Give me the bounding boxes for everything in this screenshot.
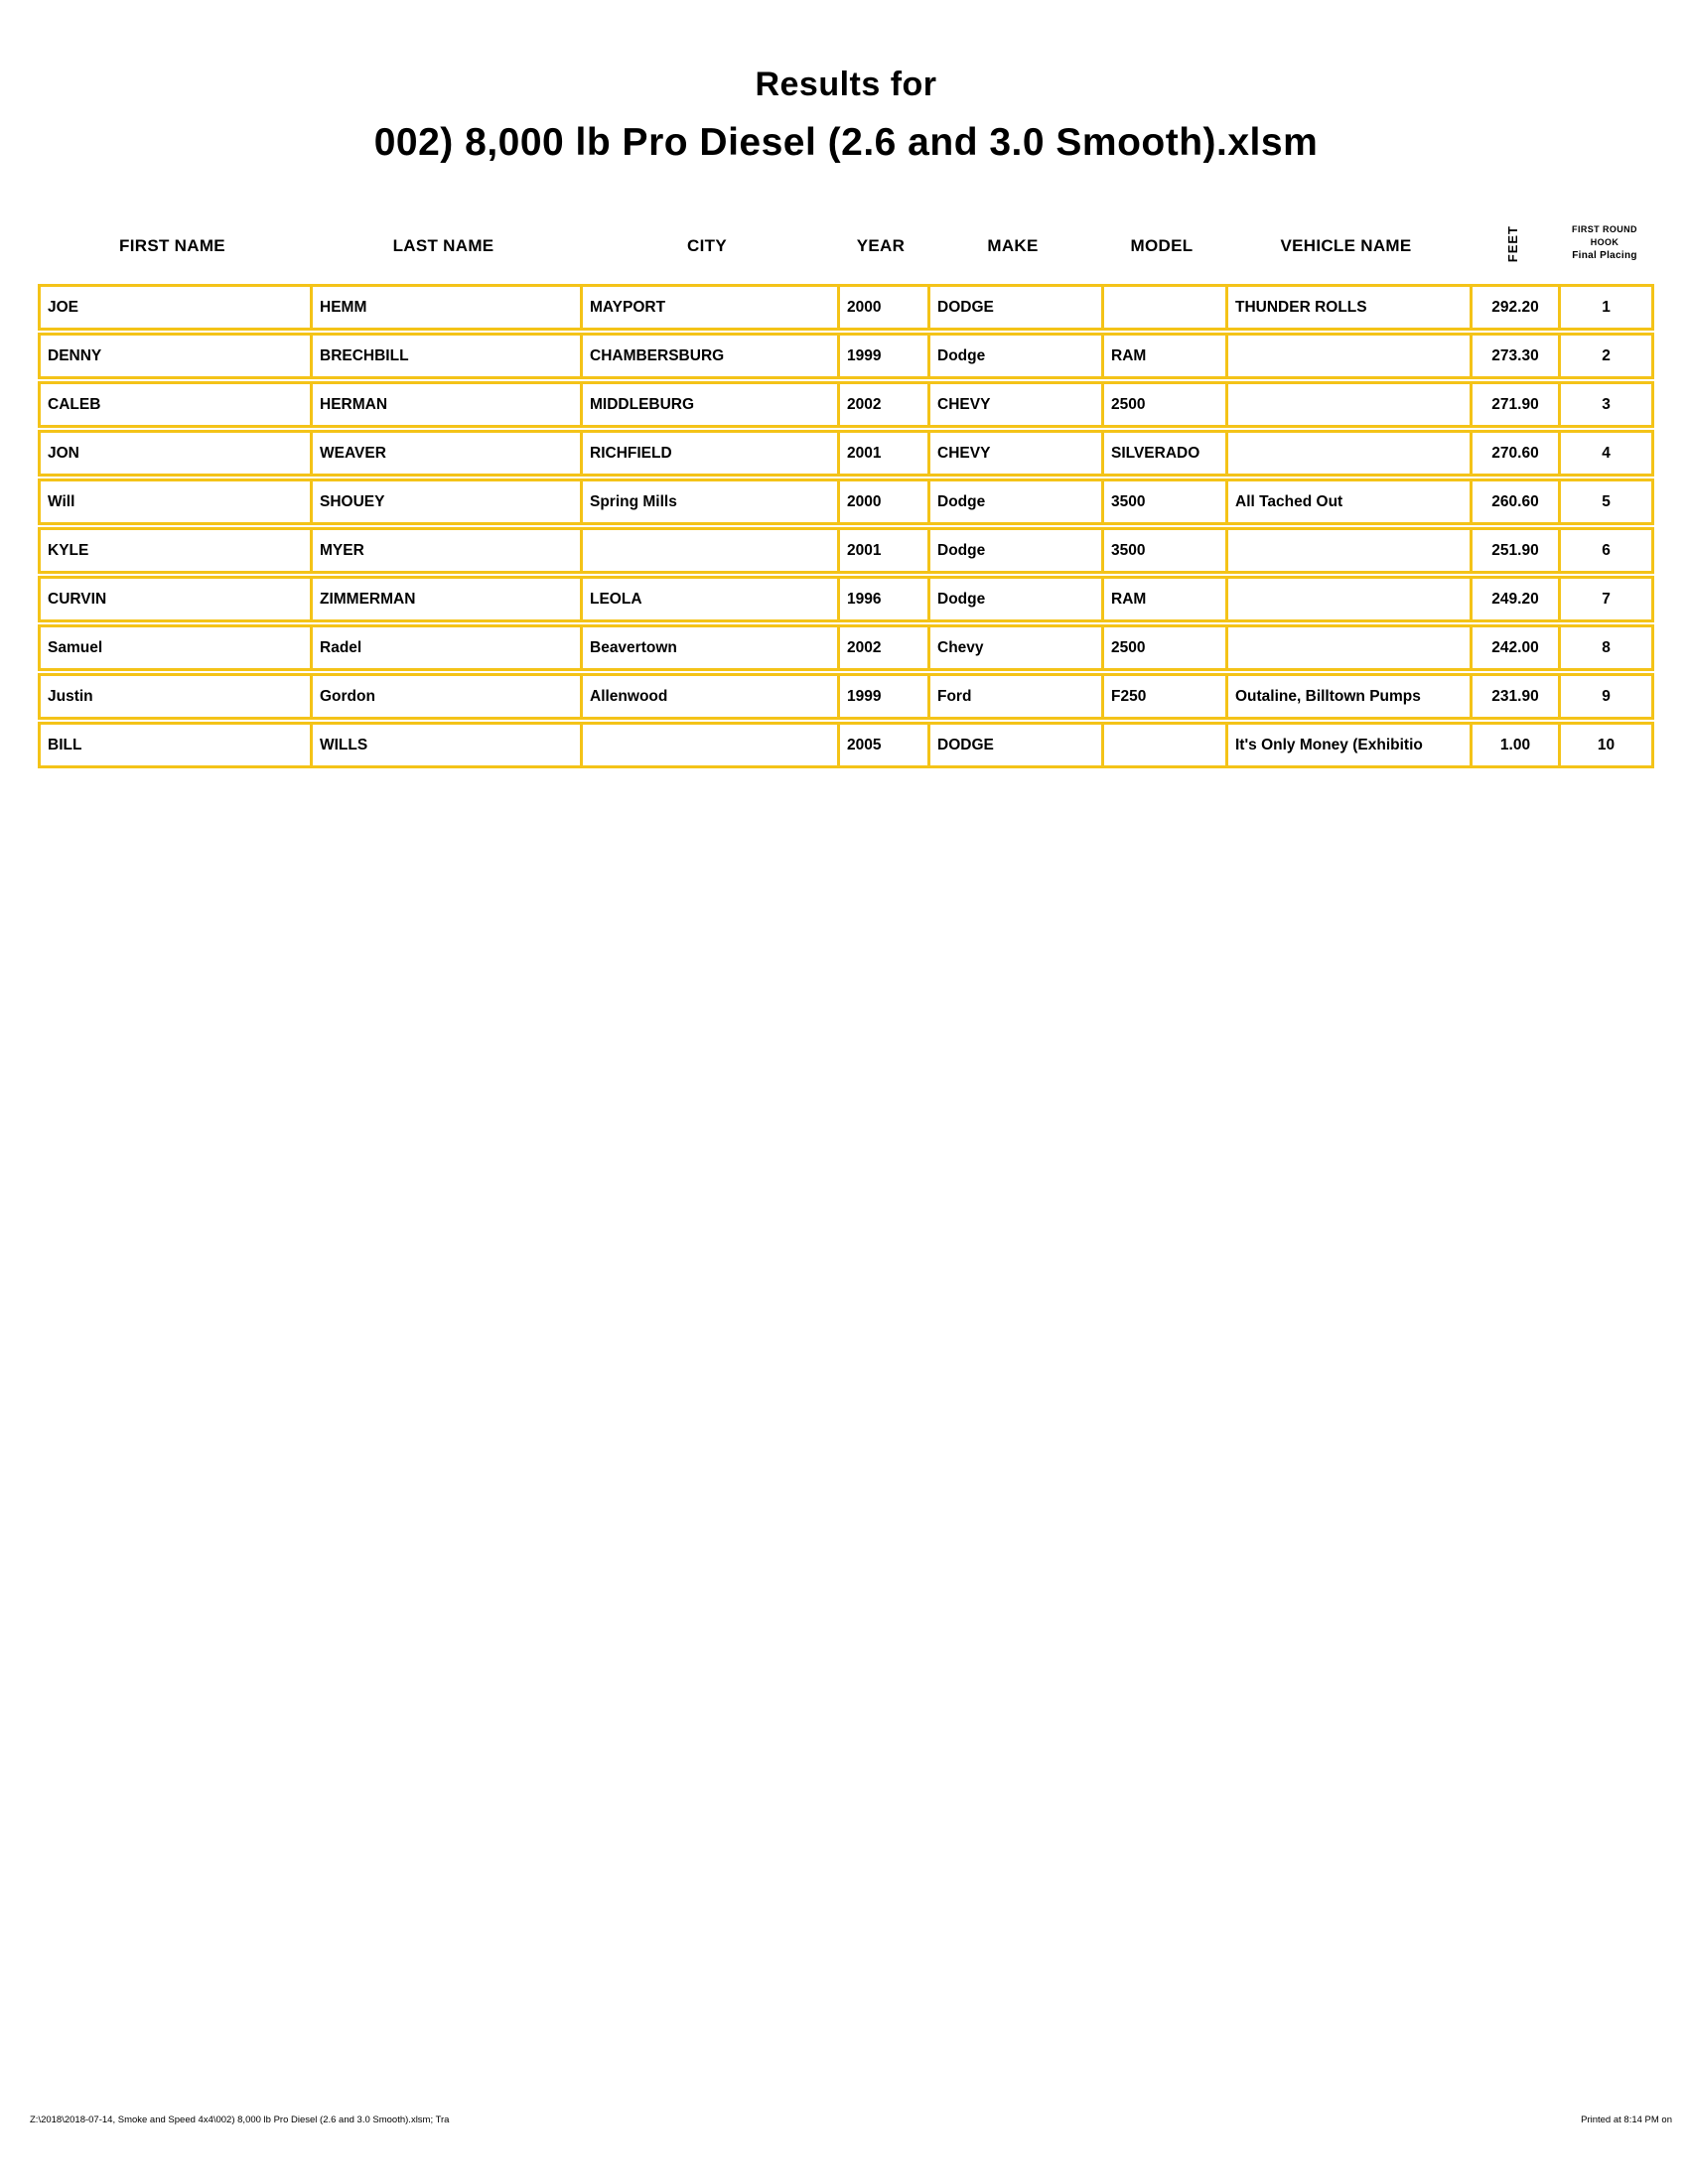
cell-year: 2002 bbox=[840, 384, 930, 425]
cell-make: CHEVY bbox=[930, 433, 1104, 474]
cell-feet: 292.20 bbox=[1473, 287, 1561, 328]
cell-feet: 1.00 bbox=[1473, 725, 1561, 765]
cell-year: 1996 bbox=[840, 579, 930, 619]
column-header-city: CITY bbox=[687, 236, 727, 255]
cell-last: Radel bbox=[313, 627, 583, 668]
cell-placing: 5 bbox=[1602, 493, 1611, 510]
cell-year: 2000 bbox=[840, 481, 930, 522]
cell-last: HERMAN bbox=[313, 384, 583, 425]
cell-first: Justin bbox=[41, 676, 313, 717]
cell-city: MAYPORT bbox=[583, 287, 840, 328]
cell-year: 1999 bbox=[840, 676, 930, 717]
cell-feet: 242.00 bbox=[1473, 627, 1561, 668]
cell-year: 2001 bbox=[840, 530, 930, 571]
cell-last: BRECHBILL bbox=[313, 336, 583, 376]
cell-placing: 1 bbox=[1602, 299, 1611, 316]
cell-feet: 271.90 bbox=[1473, 384, 1561, 425]
column-header-model: MODEL bbox=[1130, 236, 1194, 255]
cell-last: Gordon bbox=[313, 676, 583, 717]
cell-first: KYLE bbox=[41, 530, 313, 571]
page-title-line2: 002) 8,000 lb Pro Diesel (2.6 and 3.0 Smooth).xlsm bbox=[373, 121, 1319, 164]
cell-model: F250 bbox=[1104, 676, 1228, 717]
cell-city bbox=[583, 530, 840, 571]
cell-placing: 2 bbox=[1602, 347, 1611, 364]
cell-make: Dodge bbox=[930, 336, 1104, 376]
column-header-first-name: FIRST NAME bbox=[119, 236, 225, 255]
cell-vehicle bbox=[1228, 530, 1473, 571]
cell-last: MYER bbox=[313, 530, 583, 571]
cell-vehicle: All Tached Out bbox=[1228, 481, 1473, 522]
cell-first: BILL bbox=[41, 725, 313, 765]
cell-model: 2500 bbox=[1104, 384, 1228, 425]
cell-vehicle bbox=[1228, 579, 1473, 619]
table-row bbox=[38, 527, 1654, 574]
cell-model: RAM bbox=[1104, 579, 1228, 619]
column-header-last-name: LAST NAME bbox=[392, 236, 494, 255]
cell-placing: 8 bbox=[1602, 639, 1611, 656]
cell-placing: 7 bbox=[1602, 591, 1611, 608]
cell-last: HEMM bbox=[313, 287, 583, 328]
footer-printed-at: Printed at 8:14 PM on bbox=[1581, 2115, 1672, 2125]
cell-make: Dodge bbox=[930, 579, 1104, 619]
cell-model: SILVERADO bbox=[1104, 433, 1228, 474]
cell-feet: 231.90 bbox=[1473, 676, 1561, 717]
cell-city: Spring Mills bbox=[583, 481, 840, 522]
cell-make: DODGE bbox=[930, 287, 1104, 328]
cell-vehicle bbox=[1228, 627, 1473, 668]
cell-year: 2000 bbox=[840, 287, 930, 328]
table-row bbox=[38, 576, 1654, 622]
cell-model: 3500 bbox=[1104, 530, 1228, 571]
hook-header-line2: HOOK bbox=[1590, 237, 1619, 247]
table-row bbox=[38, 624, 1654, 671]
cell-last: ZIMMERMAN bbox=[313, 579, 583, 619]
results-table-body bbox=[38, 284, 1654, 770]
cell-first: Samuel bbox=[41, 627, 313, 668]
column-header-first-round-hook bbox=[1558, 199, 1654, 266]
cell-city bbox=[583, 725, 840, 765]
cell-make: Dodge bbox=[930, 481, 1104, 522]
cell-last: WILLS bbox=[313, 725, 583, 765]
cell-last: WEAVER bbox=[313, 433, 583, 474]
cell-model: 3500 bbox=[1104, 481, 1228, 522]
cell-feet: 270.60 bbox=[1473, 433, 1561, 474]
column-header-vehicle-name: VEHICLE NAME bbox=[1280, 236, 1412, 255]
cell-city: Beavertown bbox=[583, 627, 840, 668]
cell-last: SHOUEY bbox=[313, 481, 583, 522]
results-table-header bbox=[38, 199, 1654, 266]
cell-first: JOE bbox=[41, 287, 313, 328]
column-header-feet bbox=[1470, 199, 1558, 266]
cell-vehicle: THUNDER ROLLS bbox=[1228, 287, 1473, 328]
table-row bbox=[38, 673, 1654, 720]
cell-vehicle bbox=[1228, 433, 1473, 474]
hook-header-line1: FIRST ROUND bbox=[1572, 224, 1637, 234]
cell-first: CURVIN bbox=[41, 579, 313, 619]
table-row bbox=[38, 333, 1654, 379]
cell-placing: 4 bbox=[1602, 445, 1611, 462]
page-title-line1: Results for bbox=[755, 66, 937, 103]
cell-first: Will bbox=[41, 481, 313, 522]
cell-placing: 3 bbox=[1602, 396, 1611, 413]
cell-model: 2500 bbox=[1104, 627, 1228, 668]
cell-year: 2001 bbox=[840, 433, 930, 474]
cell-make: Dodge bbox=[930, 530, 1104, 571]
cell-placing: 10 bbox=[1597, 737, 1616, 753]
cell-vehicle bbox=[1228, 384, 1473, 425]
cell-city: RICHFIELD bbox=[583, 433, 840, 474]
cell-make: Ford bbox=[930, 676, 1104, 717]
cell-first: JON bbox=[41, 433, 313, 474]
column-header-year: YEAR bbox=[856, 236, 906, 255]
column-header-make: MAKE bbox=[987, 236, 1039, 255]
cell-first: DENNY bbox=[41, 336, 313, 376]
feet-rotated-label: FEET bbox=[1504, 224, 1520, 262]
footer-file-path: Z:\2018\2018-07-14, Smoke and Speed 4x4\002) 8,000 lb Pro Diesel (2.6 and 3.0 Smooth).xlsm; Tra bbox=[30, 2115, 450, 2125]
cell-make: Chevy bbox=[930, 627, 1104, 668]
table-row bbox=[38, 284, 1654, 331]
table-row bbox=[38, 478, 1654, 525]
cell-year: 2002 bbox=[840, 627, 930, 668]
cell-first: CALEB bbox=[41, 384, 313, 425]
table-row bbox=[38, 430, 1654, 477]
hook-header-line3: Final Placing bbox=[1572, 250, 1637, 261]
cell-feet: 273.30 bbox=[1473, 336, 1561, 376]
cell-city: MIDDLEBURG bbox=[583, 384, 840, 425]
table-row bbox=[38, 381, 1654, 428]
cell-model: RAM bbox=[1104, 336, 1228, 376]
cell-vehicle bbox=[1228, 336, 1473, 376]
cell-placing: 9 bbox=[1602, 688, 1611, 705]
cell-make: CHEVY bbox=[930, 384, 1104, 425]
cell-model bbox=[1104, 287, 1228, 328]
cell-feet: 251.90 bbox=[1473, 530, 1561, 571]
cell-placing: 6 bbox=[1602, 542, 1611, 559]
cell-city: LEOLA bbox=[583, 579, 840, 619]
cell-city: CHAMBERSBURG bbox=[583, 336, 840, 376]
cell-vehicle: It's Only Money (Exhibitio bbox=[1228, 725, 1473, 765]
cell-feet: 249.20 bbox=[1473, 579, 1561, 619]
cell-vehicle: Outaline, Billtown Pumps bbox=[1228, 676, 1473, 717]
table-row bbox=[38, 722, 1654, 768]
cell-make: DODGE bbox=[930, 725, 1104, 765]
cell-city: Allenwood bbox=[583, 676, 840, 717]
cell-feet: 260.60 bbox=[1473, 481, 1561, 522]
cell-model bbox=[1104, 725, 1228, 765]
cell-year: 2005 bbox=[840, 725, 930, 765]
cell-year: 1999 bbox=[840, 336, 930, 376]
